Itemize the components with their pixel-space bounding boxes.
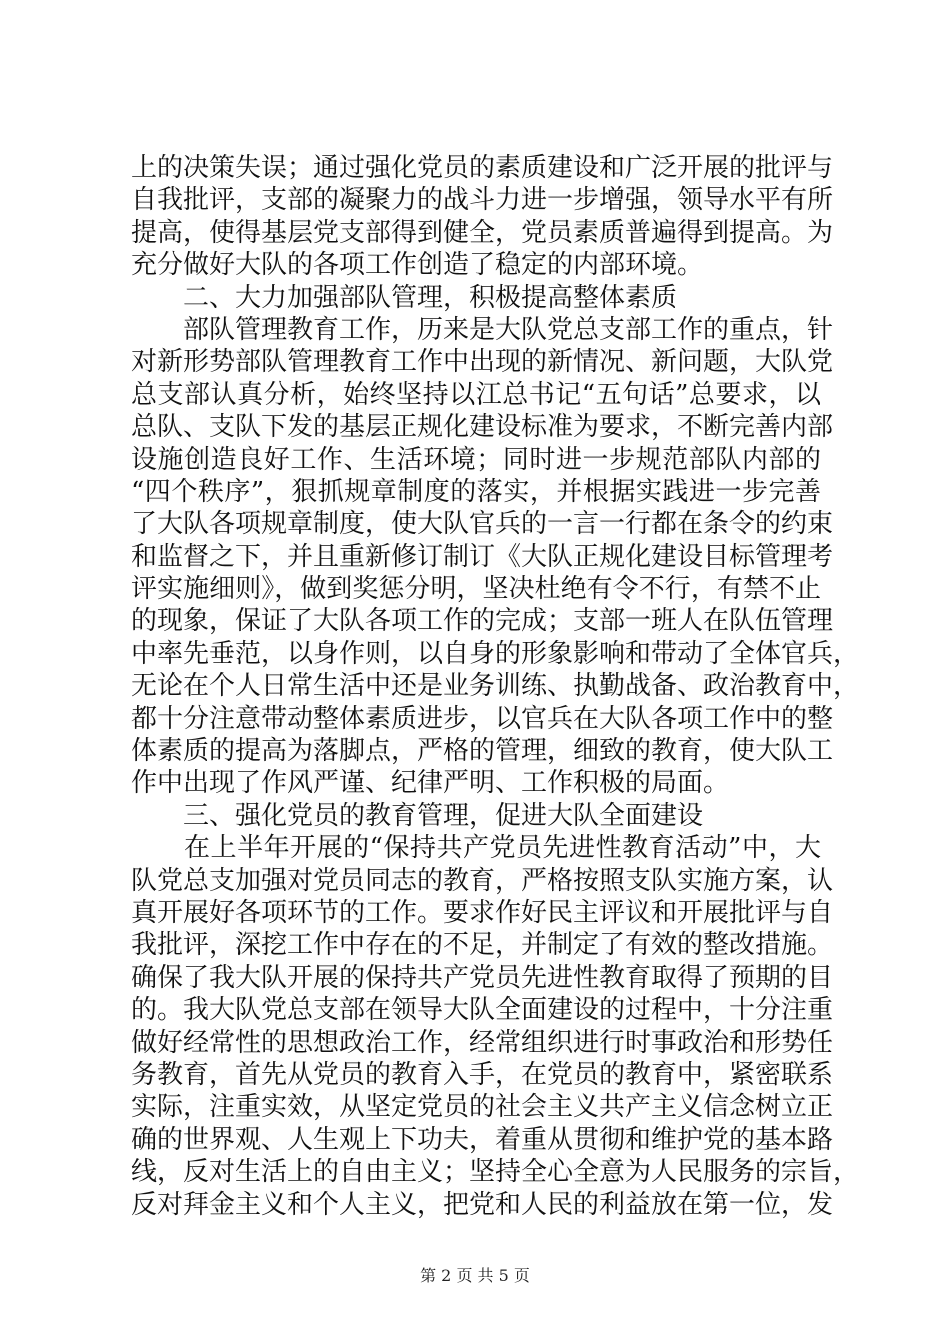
text-line: 实际，注重实效，从坚定党员的社会主义共产主义信念树立正 (131, 1092, 834, 1123)
text-line: 自我批评，支部的凝聚力的战斗力进一步增强，领导水平有所 (131, 185, 834, 216)
text-line: 对新形势部队管理教育工作中出现的新情况、新问题，大队党 (131, 347, 834, 378)
text-line: 评实施细则》，做到奖惩分明，坚决杜绝有令不行，有禁不止 (131, 574, 821, 605)
text-line: 反对拜金主义和个人主义，把党和人民的利益放在第一位，发 (131, 1189, 834, 1220)
text-line: 充分做好大队的各项工作创造了稳定的内部环境。 (131, 250, 704, 281)
text-line: 体素质的提高为落脚点，严格的管理，细致的教育，使大队工 (131, 736, 834, 767)
text-line: 了大队各项规章制度，使大队官兵的一言一行都在条令的约束 (131, 509, 834, 540)
text-line: 总队、支队下发的基层正规化建设标准为要求，不断完善内部 (131, 412, 834, 443)
text-line: 务教育，首先从党员的教育入手，在党员的教育中，紧密联系 (131, 1059, 834, 1090)
text-line: 上的决策失误；通过强化党员的素质建设和广泛开展的批评与 (131, 153, 834, 183)
text-line: 做好经常性的思想政治工作，经常组织进行时事政治和形势任 (131, 1027, 834, 1058)
text-line: 无论在个人日常生活中还是业务训练、执勤战备、政治教育中， (131, 671, 860, 702)
text-line: 队党总支加强对党员同志的教育，严格按照支队实施方案，认 (131, 865, 834, 896)
text-line: 设施创造良好工作、生活环境；同时进一步规范部队内部的 (131, 444, 821, 475)
page-number-footer: 第 2 页 共 5 页 (420, 1266, 530, 1285)
text-line: 提高，使得基层党支部得到健全，党员素质普遍得到提高。为 (131, 217, 834, 248)
section-heading-3: 三、强化党员的教育管理，促进大队全面建设 (131, 800, 704, 831)
text-line: 我批评，深挖工作中存在的不足，并制定了有效的整改措施。 (131, 930, 834, 961)
text-line: 确的世界观、人生观上下功夫，着重从贯彻和维护党的基本路 (131, 1124, 834, 1155)
text-line: 的现象，保证了大队各项工作的完成；支部一班人在队伍管理 (131, 606, 834, 637)
section-heading-2: 二、大力加强部队管理，积极提高整体素质 (131, 282, 678, 313)
text-line: 部队管理教育工作，历来是大队党总支部工作的重点，针 (131, 314, 834, 345)
text-line: 在上半年开展的“保持共产党员先进性教育活动”中，大 (131, 833, 821, 864)
text-line: 中率先垂范，以身作则，以自身的形象影响和带动了全体官兵， (131, 638, 860, 669)
text-line: “四个秩序”，狠抓规章制度的落实，并根据实践进一步完善 (131, 476, 821, 507)
text-line: 真开展好各项环节的工作。要求作好民主评议和开展批评与自 (131, 897, 834, 928)
body-text (131, 152, 860, 1221)
text-line: 线，反对生活上的自由主义；坚持全心全意为人民服务的宗旨， (131, 1157, 860, 1188)
text-line: 和监督之下，并且重新修订制订《大队正规化建设目标管理考 (131, 541, 834, 572)
text-line: 的。我大队党总支部在领导大队全面建设的过程中，十分注重 (131, 995, 834, 1026)
text-line: 都十分注意带动整体素质进步，以官兵在大队各项工作中的整 (131, 703, 834, 734)
text-line: 作中出现了作风严谨、纪律严明、工作积极的局面。 (131, 768, 730, 799)
text-line: 确保了我大队开展的保持共产党员先进性教育取得了预期的目 (131, 962, 834, 993)
text-line: 总支部认真分析，始终坚持以江总书记“五句话”总要求，以 (131, 379, 821, 410)
